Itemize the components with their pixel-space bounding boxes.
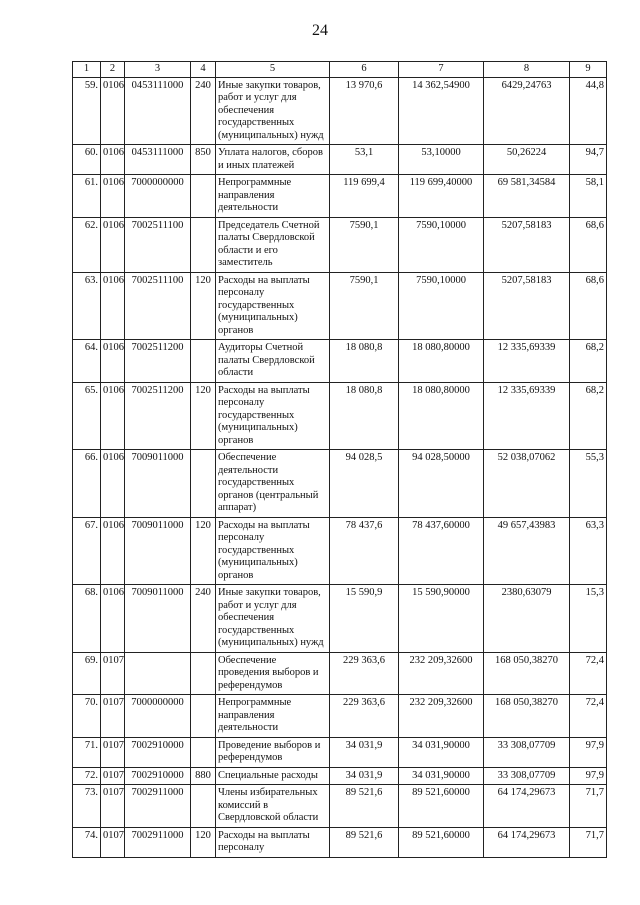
target-code: 7000000000 (125, 695, 191, 738)
column-header: 2 (101, 62, 125, 78)
approved-amount: 119 699,4 (330, 175, 399, 218)
execution-percent: 44,8 (570, 77, 607, 145)
row-number: 59. (73, 77, 101, 145)
table-row (73, 827, 607, 857)
refined-amount: 34 031,90000 (399, 737, 484, 767)
section-code: 0106 (101, 217, 125, 272)
row-number: 63. (73, 272, 101, 340)
refined-amount: 18 080,80000 (399, 382, 484, 450)
execution-percent: 71,7 (570, 785, 607, 828)
executed-amount: 33 308,07709 (484, 767, 570, 785)
refined-amount: 18 080,80000 (399, 340, 484, 383)
section-code: 0107 (101, 652, 125, 695)
refined-amount: 232 209,32600 (399, 652, 484, 695)
expense-type (191, 175, 216, 218)
expense-type: 120 (191, 827, 216, 857)
approved-amount: 94 028,5 (330, 450, 399, 518)
refined-amount: 15 590,90000 (399, 585, 484, 653)
table-row (73, 217, 607, 272)
refined-amount: 94 028,50000 (399, 450, 484, 518)
execution-percent: 68,2 (570, 382, 607, 450)
target-code (125, 652, 191, 695)
column-header: 4 (191, 62, 216, 78)
section-code: 0106 (101, 145, 125, 175)
executed-amount: 12 335,69339 (484, 340, 570, 383)
column-header: 1 (73, 62, 101, 78)
execution-percent: 72,4 (570, 695, 607, 738)
table-row (73, 272, 607, 340)
column-header: 5 (216, 62, 330, 78)
row-number: 71. (73, 737, 101, 767)
refined-amount: 89 521,60000 (399, 827, 484, 857)
item-name: Расходы на выплаты персоналу государственных (муниципальных) органов (216, 382, 330, 450)
refined-amount: 14 362,54900 (399, 77, 484, 145)
expense-type (191, 652, 216, 695)
table-row (73, 585, 607, 653)
section-code: 0106 (101, 175, 125, 218)
row-number: 62. (73, 217, 101, 272)
executed-amount: 168 050,38270 (484, 652, 570, 695)
table-row (73, 175, 607, 218)
execution-percent: 97,9 (570, 767, 607, 785)
section-code: 0106 (101, 340, 125, 383)
row-number: 74. (73, 827, 101, 857)
item-name: Аудиторы Счетной палаты Свердловской области (216, 340, 330, 383)
section-code: 0107 (101, 785, 125, 828)
item-name: Специальные расходы (216, 767, 330, 785)
refined-amount: 7590,10000 (399, 217, 484, 272)
item-name: Обеспечение проведения выборов и референдумов (216, 652, 330, 695)
item-name: Проведение выборов и референдумов (216, 737, 330, 767)
executed-amount: 33 308,07709 (484, 737, 570, 767)
executed-amount: 69 581,34584 (484, 175, 570, 218)
executed-amount: 64 174,29673 (484, 827, 570, 857)
execution-percent: 94,7 (570, 145, 607, 175)
table-row (73, 517, 607, 585)
executed-amount: 5207,58183 (484, 272, 570, 340)
section-code: 0106 (101, 77, 125, 145)
row-number: 68. (73, 585, 101, 653)
section-code: 0106 (101, 272, 125, 340)
section-code: 0107 (101, 737, 125, 767)
row-number: 65. (73, 382, 101, 450)
expense-type: 120 (191, 517, 216, 585)
target-code: 7002910000 (125, 767, 191, 785)
table-row (73, 340, 607, 383)
item-name: Иные закупки товаров, работ и услуг для обеспечения государственных (муниципальных) нужд (216, 77, 330, 145)
approved-amount: 229 363,6 (330, 695, 399, 738)
expense-type (191, 450, 216, 518)
budget-table (72, 61, 607, 858)
execution-percent: 68,6 (570, 272, 607, 340)
target-code: 7000000000 (125, 175, 191, 218)
target-code: 0453111000 (125, 77, 191, 145)
approved-amount: 18 080,8 (330, 340, 399, 383)
executed-amount: 6429,24763 (484, 77, 570, 145)
approved-amount: 89 521,6 (330, 785, 399, 828)
table-row (73, 77, 607, 145)
execution-percent: 15,3 (570, 585, 607, 653)
header-row (73, 62, 607, 78)
expense-type (191, 695, 216, 738)
expense-type (191, 737, 216, 767)
row-number: 64. (73, 340, 101, 383)
expense-type (191, 340, 216, 383)
approved-amount: 7590,1 (330, 272, 399, 340)
execution-percent: 97,9 (570, 737, 607, 767)
row-number: 60. (73, 145, 101, 175)
column-header: 6 (330, 62, 399, 78)
approved-amount: 229 363,6 (330, 652, 399, 695)
table-row (73, 737, 607, 767)
section-code: 0106 (101, 517, 125, 585)
target-code: 7002511100 (125, 217, 191, 272)
item-name: Расходы на выплаты персоналу (216, 827, 330, 857)
executed-amount: 49 657,43983 (484, 517, 570, 585)
page-number: 24 (312, 22, 328, 39)
section-code: 0106 (101, 585, 125, 653)
executed-amount: 5207,58183 (484, 217, 570, 272)
table-row (73, 382, 607, 450)
row-number: 61. (73, 175, 101, 218)
column-header: 8 (484, 62, 570, 78)
target-code: 0453111000 (125, 145, 191, 175)
target-code: 7002911000 (125, 827, 191, 857)
expense-type (191, 785, 216, 828)
approved-amount: 78 437,6 (330, 517, 399, 585)
expense-type: 240 (191, 585, 216, 653)
table-row (73, 785, 607, 828)
approved-amount: 89 521,6 (330, 827, 399, 857)
row-number: 67. (73, 517, 101, 585)
item-name: Непрограммные направления деятельности (216, 695, 330, 738)
section-code: 0106 (101, 382, 125, 450)
row-number: 72. (73, 767, 101, 785)
refined-amount: 119 699,40000 (399, 175, 484, 218)
section-code: 0106 (101, 450, 125, 518)
refined-amount: 53,10000 (399, 145, 484, 175)
executed-amount: 64 174,29673 (484, 785, 570, 828)
target-code: 7002911000 (125, 785, 191, 828)
executed-amount: 50,26224 (484, 145, 570, 175)
table-row (73, 695, 607, 738)
item-name: Председатель Счетной палаты Свердловской области и его заместитель (216, 217, 330, 272)
expense-type: 240 (191, 77, 216, 145)
execution-percent: 72,4 (570, 652, 607, 695)
refined-amount: 232 209,32600 (399, 695, 484, 738)
item-name: Расходы на выплаты персоналу государственных (муниципальных) органов (216, 517, 330, 585)
approved-amount: 34 031,9 (330, 737, 399, 767)
executed-amount: 12 335,69339 (484, 382, 570, 450)
row-number: 70. (73, 695, 101, 738)
target-code: 7009011000 (125, 517, 191, 585)
column-header: 3 (125, 62, 191, 78)
item-name: Расходы на выплаты персоналу государственных (муниципальных) органов (216, 272, 330, 340)
execution-percent: 55,3 (570, 450, 607, 518)
expense-type: 850 (191, 145, 216, 175)
row-number: 66. (73, 450, 101, 518)
section-code: 0107 (101, 767, 125, 785)
executed-amount: 168 050,38270 (484, 695, 570, 738)
item-name: Члены избирательных комиссий в Свердловской области (216, 785, 330, 828)
execution-percent: 71,7 (570, 827, 607, 857)
target-code: 7009011000 (125, 585, 191, 653)
expense-type (191, 217, 216, 272)
item-name: Обеспечение деятельности государственных органов (центральный аппарат) (216, 450, 330, 518)
approved-amount: 13 970,6 (330, 77, 399, 145)
target-code: 7002511100 (125, 272, 191, 340)
approved-amount: 7590,1 (330, 217, 399, 272)
expense-type: 120 (191, 382, 216, 450)
target-code: 7002511200 (125, 382, 191, 450)
refined-amount: 7590,10000 (399, 272, 484, 340)
refined-amount: 34 031,90000 (399, 767, 484, 785)
table-row (73, 652, 607, 695)
expense-type: 880 (191, 767, 216, 785)
table-row (73, 767, 607, 785)
executed-amount: 2380,63079 (484, 585, 570, 653)
execution-percent: 63,3 (570, 517, 607, 585)
approved-amount: 18 080,8 (330, 382, 399, 450)
column-header: 7 (399, 62, 484, 78)
refined-amount: 78 437,60000 (399, 517, 484, 585)
table-row (73, 450, 607, 518)
section-code: 0107 (101, 695, 125, 738)
expense-type: 120 (191, 272, 216, 340)
execution-percent: 58,1 (570, 175, 607, 218)
approved-amount: 15 590,9 (330, 585, 399, 653)
execution-percent: 68,6 (570, 217, 607, 272)
target-code: 7009011000 (125, 450, 191, 518)
item-name: Уплата налогов, сборов и иных платежей (216, 145, 330, 175)
approved-amount: 53,1 (330, 145, 399, 175)
row-number: 73. (73, 785, 101, 828)
executed-amount: 52 038,07062 (484, 450, 570, 518)
target-code: 7002910000 (125, 737, 191, 767)
approved-amount: 34 031,9 (330, 767, 399, 785)
row-number: 69. (73, 652, 101, 695)
column-header: 9 (570, 62, 607, 78)
refined-amount: 89 521,60000 (399, 785, 484, 828)
section-code: 0107 (101, 827, 125, 857)
target-code: 7002511200 (125, 340, 191, 383)
item-name: Непрограммные направления деятельности (216, 175, 330, 218)
table-row (73, 145, 607, 175)
item-name: Иные закупки товаров, работ и услуг для обеспечения государственных (муниципальных) нужд (216, 585, 330, 653)
execution-percent: 68,2 (570, 340, 607, 383)
